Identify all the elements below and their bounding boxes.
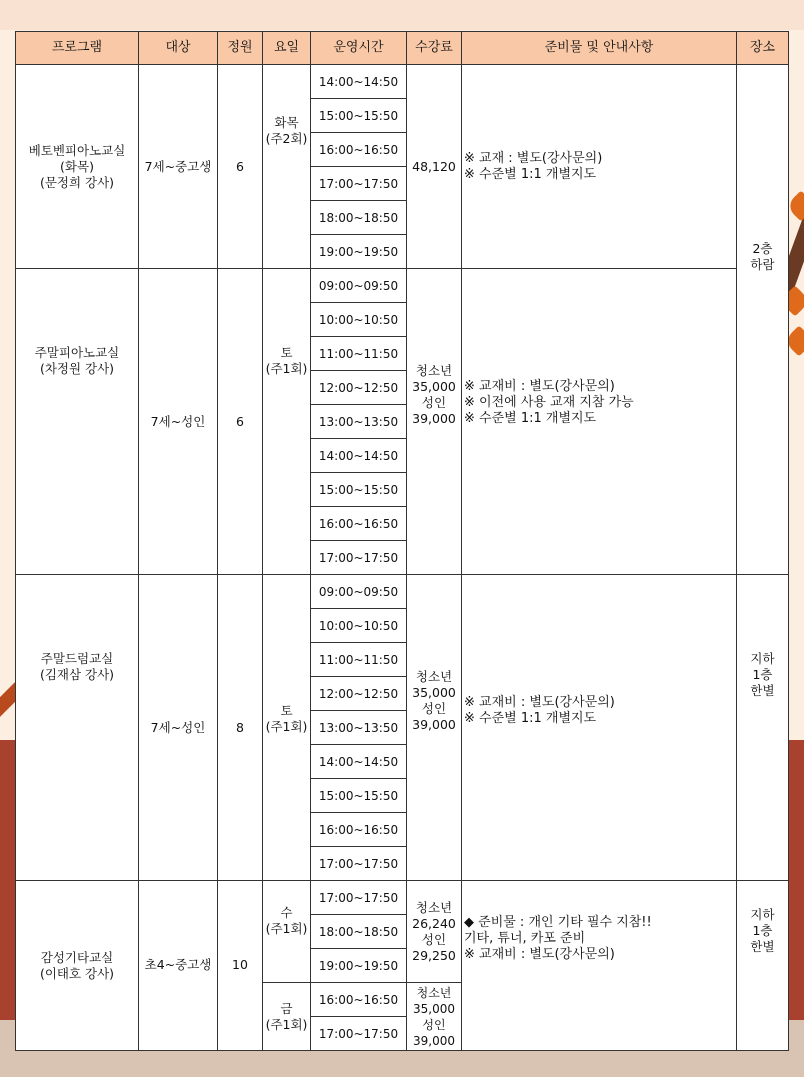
- place-floor: 지하: [750, 651, 775, 666]
- table-row: [16, 65, 789, 99]
- time-slot: 11:00~11:50: [311, 337, 407, 371]
- time-slot: 16:00~16:50: [311, 133, 407, 167]
- note-line: ※ 이전에 사용 교재 지참 가능: [464, 395, 634, 410]
- time-slot: 17:00~17:50: [311, 541, 407, 575]
- place-floor: 지하: [750, 907, 775, 922]
- day-label: 토: [280, 345, 293, 360]
- schedule-table: [15, 31, 789, 1051]
- day-frequency: (주1회): [265, 1016, 308, 1032]
- fee-cell: 48,120: [407, 65, 462, 269]
- time-slot: 18:00~18:50: [311, 201, 407, 235]
- header-fee: 수강료: [407, 32, 462, 65]
- day-frequency: (주1회): [265, 361, 308, 376]
- capacity-cell: 6: [218, 65, 263, 269]
- note-line: ※ 교재비 : 별도(강사문의): [464, 947, 615, 962]
- fee-adult-label: 성인: [421, 701, 447, 716]
- time-slot: 17:00~17:50: [311, 847, 407, 881]
- day-label: 수: [280, 905, 293, 920]
- time-slot: 19:00~19:50: [311, 949, 407, 983]
- program-name: 베토벤피아노교실: [28, 142, 126, 158]
- capacity-cell: 6: [218, 269, 263, 575]
- fee-adult-label: 성인: [421, 395, 447, 410]
- place-room: 한별: [750, 939, 775, 954]
- table-row: [16, 881, 789, 915]
- time-slot: 10:00~10:50: [311, 609, 407, 643]
- program-name-cell: [16, 65, 139, 269]
- header-day: 요일: [263, 32, 311, 65]
- fee-cell: [407, 575, 462, 881]
- day-cell: [263, 65, 311, 269]
- day-cell: [263, 575, 311, 881]
- note-line: 기타, 튜너, 카포 준비: [464, 931, 586, 946]
- target-cell: 7세~성인: [139, 269, 218, 575]
- fee-youth-label: 청소년: [415, 899, 453, 915]
- time-slot: 09:00~09:50: [311, 269, 407, 303]
- time-slot: 19:00~19:50: [311, 235, 407, 269]
- fee-adult-value: 39,000: [412, 717, 456, 732]
- notes-cell: [462, 881, 737, 1051]
- capacity-cell: 8: [218, 575, 263, 881]
- time-slot: 17:00~17:50: [311, 1017, 407, 1051]
- notes-cell: [462, 65, 737, 269]
- time-slot: 11:00~11:50: [311, 643, 407, 677]
- target-cell: 7세~성인: [139, 575, 218, 881]
- target-cell: 초4~중고생: [139, 881, 218, 1051]
- fee-cell: [407, 881, 462, 983]
- time-slot: 16:00~16:50: [311, 507, 407, 541]
- place-floor: 2층: [752, 241, 773, 256]
- table-row: [16, 269, 789, 303]
- day-frequency: (주1회): [265, 719, 308, 734]
- fee-youth-label: 청소년: [416, 985, 452, 1000]
- program-instructor: (문정희 강사): [39, 174, 115, 190]
- time-slot: 12:00~12:50: [311, 371, 407, 405]
- time-slot: 16:00~16:50: [311, 813, 407, 847]
- header-target: 대상: [139, 32, 218, 65]
- notes-cell: [462, 575, 737, 881]
- program-name: 주말드럼교실: [40, 651, 114, 666]
- place-cell: [737, 65, 789, 575]
- time-slot: 10:00~10:50: [311, 303, 407, 337]
- program-name: 감성기타교실: [40, 949, 114, 965]
- time-slot: 17:00~17:50: [311, 881, 407, 915]
- program-name-cell: [16, 575, 139, 881]
- fee-youth-value: 26,240: [412, 915, 456, 931]
- header-place: 장소: [737, 32, 789, 65]
- header-capacity: 정원: [218, 32, 263, 65]
- day-cell: [263, 269, 311, 575]
- note-line: ※ 수준별 1:1 개별지도: [464, 711, 597, 726]
- header-program: 프로그램: [16, 32, 139, 65]
- fee-youth-value: 35,000: [413, 1001, 455, 1016]
- note-line: ※ 수준별 1:1 개별지도: [464, 411, 597, 426]
- day-label: 금: [280, 1000, 293, 1016]
- header-row: [16, 32, 789, 65]
- table-row: [16, 575, 789, 609]
- program-instructor: (이태호 강사): [39, 965, 115, 981]
- day-label: 화목: [274, 115, 299, 130]
- note-line: ※ 교재비 : 별도(강사문의): [464, 379, 615, 394]
- note-line: ※ 교재 : 별도(강사문의): [464, 150, 603, 166]
- place-room: 하람: [750, 257, 775, 272]
- time-slot: 16:00~16:50: [311, 983, 407, 1017]
- fee-youth-value: 35,000: [412, 379, 456, 394]
- fee-youth-label: 청소년: [415, 669, 453, 684]
- fee-adult-label: 성인: [422, 1017, 446, 1032]
- day-cell: [263, 881, 311, 983]
- place-cell: [737, 881, 789, 1051]
- header-time: 운영시간: [311, 32, 407, 65]
- fee-youth-label: 청소년: [415, 363, 453, 378]
- time-slot: 12:00~12:50: [311, 677, 407, 711]
- time-slot: 13:00~13:50: [311, 711, 407, 745]
- note-line: ◆ 준비물 : 개인 기타 필수 지참!!: [464, 915, 652, 930]
- day-frequency: (주1회): [265, 921, 308, 936]
- capacity-cell: 10: [218, 881, 263, 1051]
- time-slot: 14:00~14:50: [311, 439, 407, 473]
- background-top-band: [0, 0, 804, 30]
- time-slot: 13:00~13:50: [311, 405, 407, 439]
- program-name: 주말피아노교실: [34, 345, 120, 360]
- time-slot: 17:00~17:50: [311, 167, 407, 201]
- day-cell: [263, 983, 311, 1051]
- program-name-cell: [16, 269, 139, 575]
- note-line: ※ 교재비 : 별도(강사문의): [464, 695, 615, 710]
- place-floor-number: 1층: [752, 923, 773, 938]
- fee-cell: [407, 269, 462, 575]
- note-line: ※ 수준별 1:1 개별지도: [464, 166, 597, 182]
- program-subtitle: (화목): [60, 158, 94, 174]
- fee-adult-value: 29,250: [412, 947, 456, 963]
- program-name-cell: [16, 881, 139, 1051]
- fee-youth-value: 35,000: [412, 685, 456, 700]
- fee-adult-value: 39,000: [412, 411, 456, 426]
- time-slot: 15:00~15:50: [311, 779, 407, 813]
- target-cell: 7세~중고생: [139, 65, 218, 269]
- header-notes: 준비물 및 안내사항: [462, 32, 737, 65]
- day-label: 토: [280, 703, 293, 718]
- day-frequency: (주2회): [265, 131, 308, 146]
- fee-cell: [407, 983, 462, 1051]
- time-slot: 15:00~15:50: [311, 473, 407, 507]
- time-slot: 14:00~14:50: [311, 745, 407, 779]
- time-slot: 14:00~14:50: [311, 65, 407, 99]
- notes-cell: [462, 269, 737, 575]
- program-instructor: (김재삼 강사): [39, 667, 115, 682]
- fee-adult-label: 성인: [421, 931, 447, 947]
- place-cell: [737, 575, 789, 881]
- time-slot: 18:00~18:50: [311, 915, 407, 949]
- time-slot: 09:00~09:50: [311, 575, 407, 609]
- time-slot: 15:00~15:50: [311, 99, 407, 133]
- fee-adult-value: 39,000: [413, 1033, 455, 1048]
- program-instructor: (차정원 강사): [39, 361, 115, 376]
- place-room: 한별: [750, 683, 775, 698]
- place-floor-number: 1층: [752, 667, 773, 682]
